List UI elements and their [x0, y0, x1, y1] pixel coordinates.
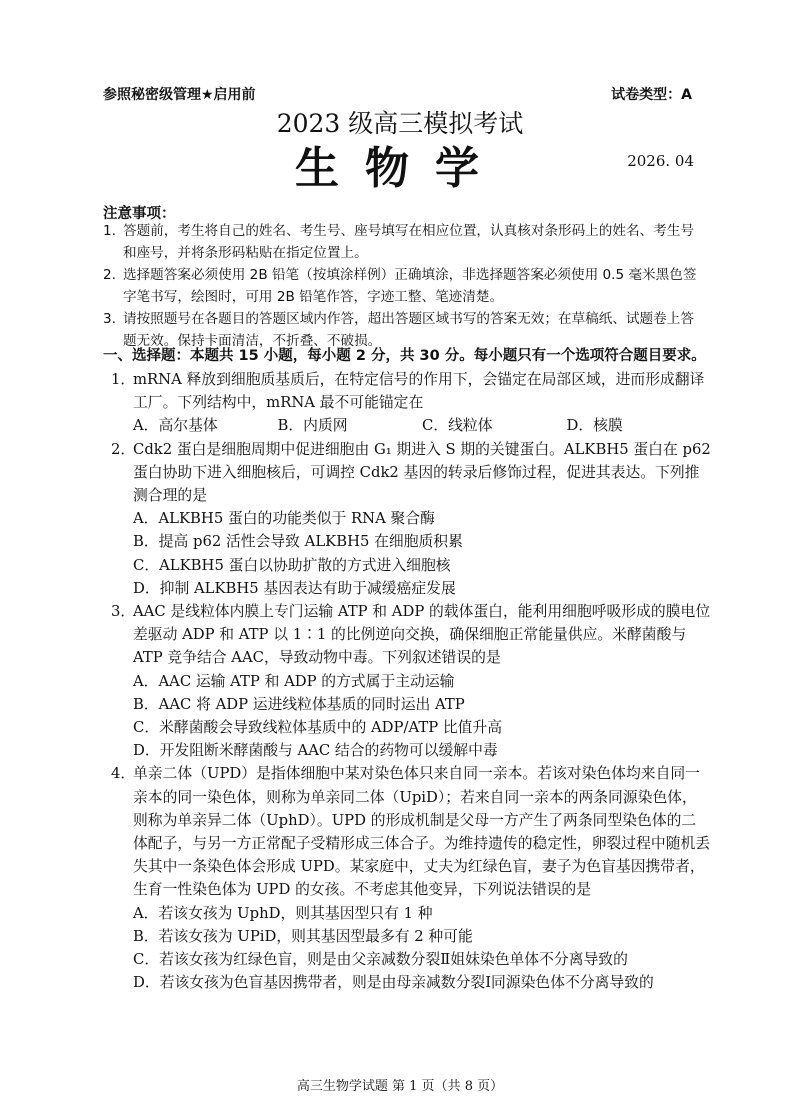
option-c: C．米酵菌酸会导致线粒体基质中的 ADP/ATP 比值升高: [133, 719, 503, 737]
option-a: A．AAC 运输 ATP 和 ADP 的方式属于主动运输: [133, 672, 455, 690]
question-number: 4．: [111, 765, 136, 783]
section-heading: 一、选择题：本题共 15 小题，每小题 2 分，共 30 分。每小题只有一个选项符合题目要求。: [103, 348, 706, 364]
option-b: B．AAC 将 ADP 运进线粒体基质的同时运出 ATP: [133, 695, 465, 713]
option-d: D．抑制 ALKBH5 基因表达有助于减缓癌症发展: [133, 579, 456, 597]
option-a: A．ALKBH5 蛋白的功能类似于 RNA 聚合酶: [133, 510, 435, 528]
confidentiality-label: 参照秘密级管理★启用前: [103, 87, 256, 103]
option-c: C．若该女孩为红绿色盲，则是由父亲减数分裂Ⅱ姐妹染色单体不分离导致的: [133, 951, 628, 969]
question-stem: mRNA 释放到细胞质基质后，在特定信号的作用下，会锚定在局部区域，进而形成翻译工厂。下列结构中，mRNA 最不可能锚定在: [133, 371, 705, 412]
page-footer: 高三生物学试题 第 1 页（共 8 页）: [296, 1079, 504, 1094]
subject-title: 生物学: [295, 143, 505, 194]
option-b: B．内质网: [277, 417, 348, 435]
question-2: [111, 438, 711, 508]
option-c: C．ALKBH5 蛋白以协助扩散的方式进入细胞核: [133, 556, 451, 574]
question-number: 1．: [111, 371, 136, 388]
option-d: D．若该女孩为色盲基因携带者，则是由母亲减数分裂Ⅰ同源染色体不分离导致的: [133, 974, 654, 992]
question-stem: Cdk2 蛋白是细胞周期中促进细胞由 G₁ 期进入 S 期的关键蛋白。ALKBH5 蛋白在 p62 蛋白协助下进入细胞核后，可调控 Cdk2 基因的转录后修饰过程，促进其表达。下列推测合理的是: [133, 440, 711, 505]
option-b: B．若该女孩为 UPiD，则其基因型最多有 2 种可能: [133, 927, 473, 945]
note-number: 3.: [103, 311, 116, 327]
question-1-options: [111, 414, 711, 437]
note-text: 请按照题号在各题目的答题区域内作答，超出答题区域书写的答案无效；在草稿纸、试题卷上答题无效。保持卡面清洁，不折叠、不破损。: [123, 311, 694, 349]
option-d: D．核膜: [566, 417, 623, 435]
notes-title: 注意事项：: [103, 206, 176, 222]
exam-title: 2023 级高三模拟考试: [276, 109, 524, 138]
question-stem: 单亲二体（UPD）是指体细胞中某对染色体只来自同一亲本。若该对染色体均来自同一亲本的同一染色体，则称为单亲同二体（UpiD）；若来自同一亲本的两条同源染色体，则称为单亲异二体（UphD）。UPD 的形成机制是父母一方产生了两条同型染色体的二体配子，与另一方正常配子受精形成三体合子。为维持遗传的稳定性，卵裂过程中随机丢失其中一条染色体会形成 UPD。某家庭中，丈夫为红绿色盲，妻子为色盲基因携带者，生育一性染色体为 UPD 的女孩。不考虑其他变异，下列说法错误的是: [133, 765, 711, 899]
paper-type-label: 试卷类型：A: [611, 87, 692, 103]
question-number: 2．: [111, 440, 136, 458]
question-4: [111, 762, 711, 901]
question-stem: AAC 是线粒体内膜上专门运输 ATP 和 ADP 的载体蛋白，能利用细胞呼吸形成的膜电位差驱动 ADP 和 ATP 以 1∶1 的比例逆向交换，确保细胞正常能量供应。米酵菌酸与 ATP 竞争结合 AAC，导致动物中毒。下列叙述错误的是: [133, 603, 711, 667]
exam-date: 2026. 04: [627, 152, 694, 170]
option-a: A．若该女孩为 UphD，则其基因型只有 1 种: [133, 904, 433, 922]
notes-list: [103, 220, 703, 352]
note-number: 2.: [103, 267, 116, 283]
note-text: 答题前，考生将自己的姓名、考生号、座号填写在相应位置，认真核对条形码上的姓名、考生号和座号，并将条形码粘贴在指定位置上。: [123, 223, 694, 261]
option-b: B．提高 p62 活性会导致 ALKBH5 在细胞质积累: [133, 533, 463, 551]
note-item: [103, 220, 703, 264]
question-3: [111, 600, 711, 670]
question-number: 3．: [111, 603, 136, 621]
option-a: A．高尔基体: [133, 417, 218, 435]
option-c: C．线粒体: [422, 417, 493, 435]
option-d: D．开发阻断米酵菌酸与 AAC 结合的药物可以缓解中毒: [133, 742, 498, 760]
note-text: 选择题答案必须使用 2B 铅笔（按填涂样例）正确填涂，非选择题答案必须使用 0.5 毫米黑色签字笔书写，绘图时，可用 2B 铅笔作答，字迹工整、笔迹清楚。: [123, 267, 697, 305]
note-number: 1.: [103, 223, 116, 239]
question-list: [111, 368, 711, 994]
note-item: [103, 264, 703, 308]
question-1: [111, 368, 711, 414]
